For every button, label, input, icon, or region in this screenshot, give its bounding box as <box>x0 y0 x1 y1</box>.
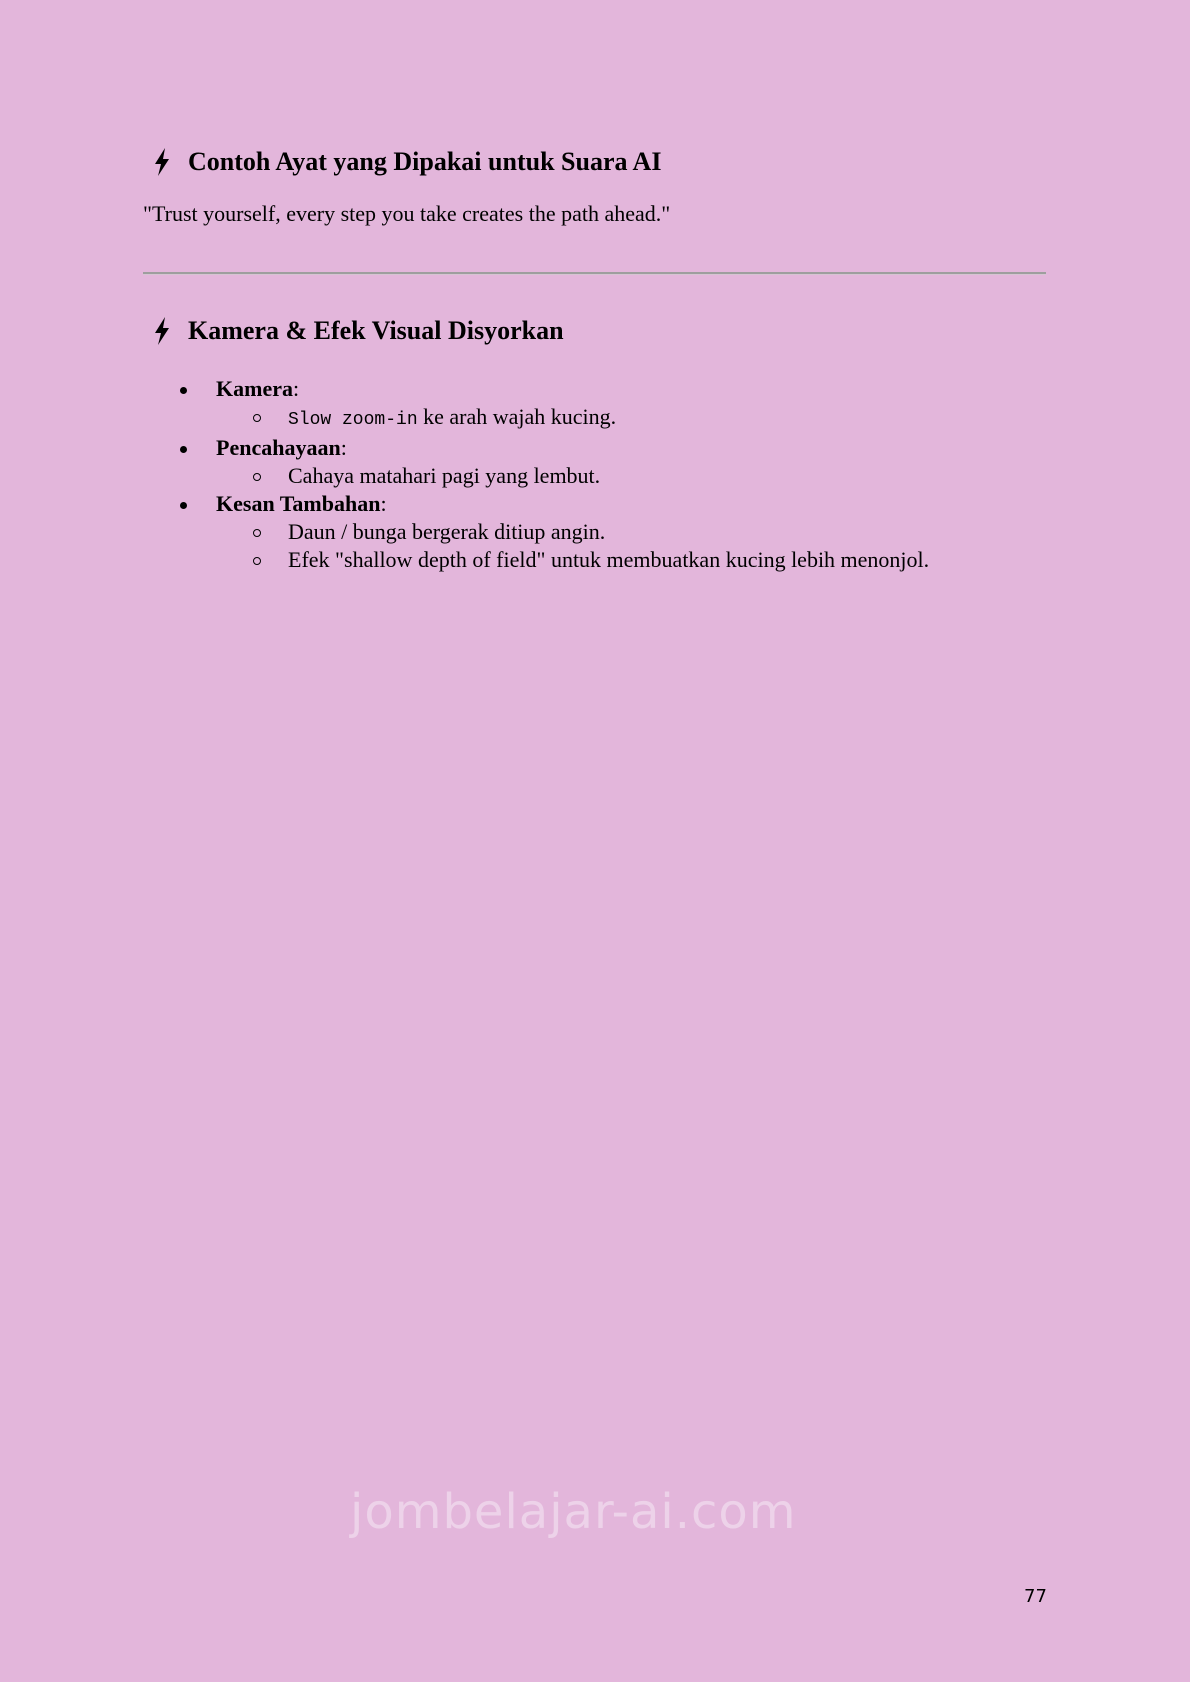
section-title: Contoh Ayat yang Dipakai untuk Suara AI <box>188 147 662 176</box>
list-item-camera <box>216 375 1046 434</box>
horizontal-divider <box>143 272 1046 275</box>
section-title: Kamera & Efek Visual Disyorkan <box>188 316 564 345</box>
section-heading-camera-effects <box>143 315 1046 347</box>
sub-list-item <box>288 518 1046 546</box>
list-item-label: Pencahayaan <box>216 435 341 460</box>
sub-list-text: Efek "shallow depth of field" untuk membuatkan kucing lebih menonjol. <box>288 547 930 572</box>
section-heading-voice-sample <box>143 146 1046 178</box>
watermark: jombelajar-ai.com <box>350 1484 797 1540</box>
list-item-colon: : <box>340 435 347 460</box>
list-item-label: Kesan Tambahan <box>216 491 381 516</box>
sub-list-text: Cahaya matahari pagi yang lembut. <box>288 463 601 488</box>
sample-quote: "Trust yourself, every step you take creates the path ahead." <box>143 201 671 226</box>
page-content <box>143 140 1046 574</box>
list-item-colon: : <box>380 491 387 516</box>
inline-code: Slow zoom-in <box>288 410 418 430</box>
sub-list-text: ke arah wajah kucing. <box>417 404 617 429</box>
page-number: 77 <box>1024 1586 1047 1607</box>
effects-list <box>143 375 1046 574</box>
list-item-extra-effects <box>216 490 1046 574</box>
lightning-bolt-icon <box>152 317 172 345</box>
sub-list-item <box>288 403 1046 434</box>
sub-list-item <box>288 462 1046 490</box>
sub-list-text: Daun / bunga bergerak ditiup angin. <box>288 519 606 544</box>
list-item-label: Kamera <box>216 376 293 401</box>
sub-list <box>216 518 1046 574</box>
sub-list <box>216 403 1046 434</box>
lightning-bolt-icon <box>152 148 172 176</box>
list-item-lighting <box>216 434 1046 490</box>
sub-list-item <box>288 546 1046 574</box>
list-item-colon: : <box>292 376 300 401</box>
sub-list <box>216 462 1046 490</box>
